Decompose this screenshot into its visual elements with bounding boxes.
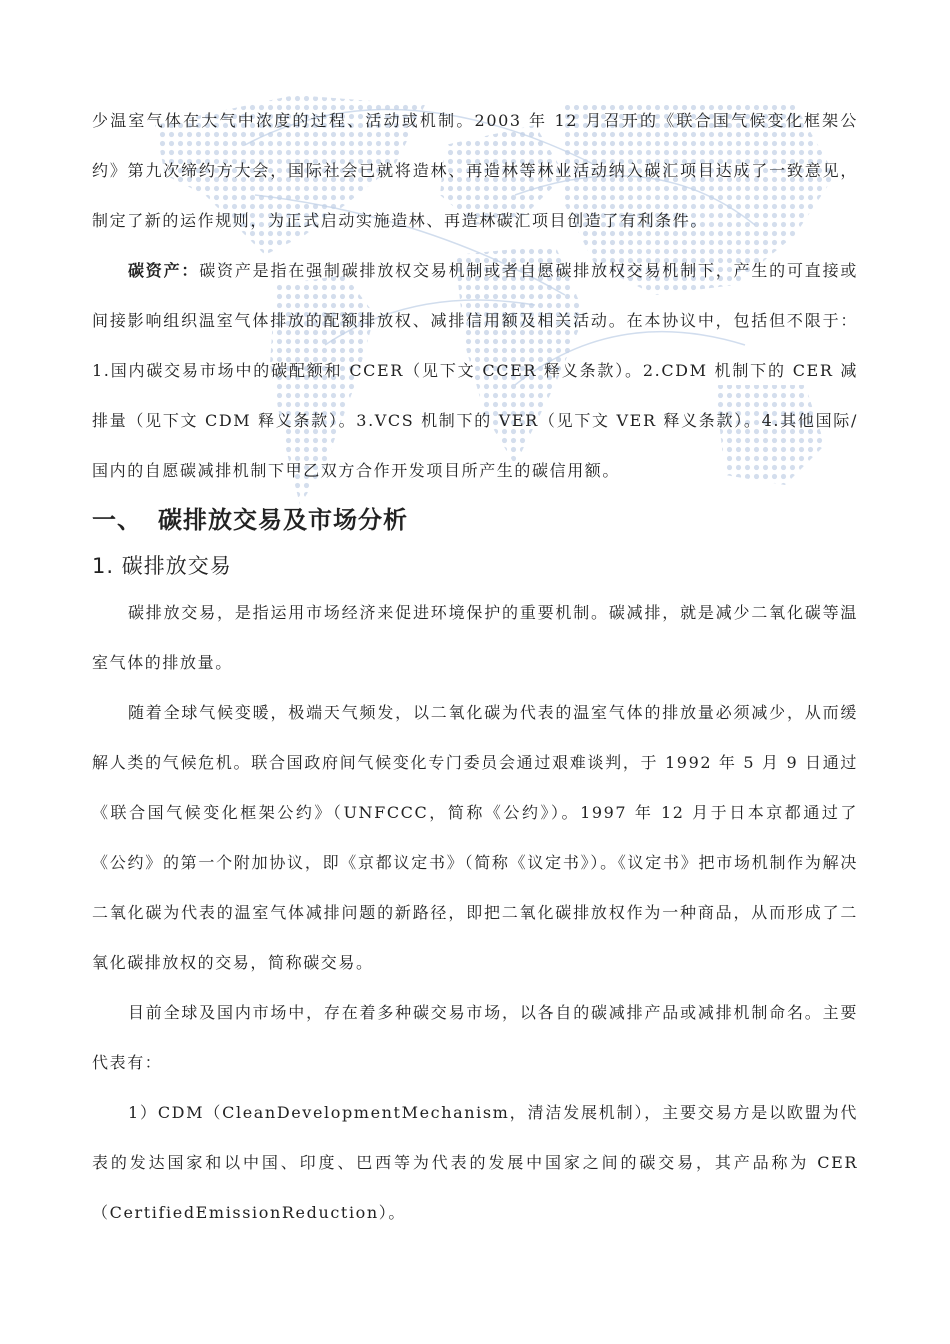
paragraph-3: 目前全球及国内市场中，存在着多种碳交易市场，以各自的碳减排产品或减排机制命名。主要代表有： [92,1003,858,1072]
section-number: 一、 [92,506,142,534]
section-title: 碳排放交易及市场分析 [158,506,408,534]
definition-term: 碳资产： [128,261,200,280]
section-heading [92,500,858,540]
paragraph-definition [92,246,858,496]
definition-text: 碳资产是指在强制碳排放权交易机制或者自愿碳排放权交易机制下，产生的可直接或间接影响组织温室气体排放的配额排放权、减排信用额及相关活动。在本协议中，包括但不限于：1.国内碳交易市场中的碳配额和 CCER（见下文 CCER 释义条款）。2.CDM 机制下的 CER 减排量（见下文 CDM 释义条款）。3.VCS 机制下的 VER（见下文 VER 释义条款）。4.其他国际/国内的自愿碳减排机制下甲乙双方合作开发项目所产生的碳信用额。 [92,261,859,480]
paragraph-1: 碳排放交易，是指运用市场经济来促进环境保护的重要机制。碳减排，就是减少二氧化碳等温室气体的排放量。 [92,603,858,672]
paragraph-intro: 少温室气体在大气中浓度的过程、活动或机制。2003 年 12 月召开的《联合国气候变化框架公约》第九次缔约方大会，国际社会已就将造林、再造林等林业活动纳入碳汇项目达成了一致意见，制定了新的运作规则，为正式启动实施造林、再造林碳汇项目创造了有利条件。 [92,111,858,230]
subsection-heading: 1. 碳排放交易 [92,554,232,578]
paragraph-2: 随着全球气候变暖，极端天气频发，以二氧化碳为代表的温室气体的排放量必须减少，从而缓解人类的气候危机。联合国政府间气候变化专门委员会通过艰难谈判，于 1992 年 5 月 9 日通过《联合国气候变化框架公约》（UNFCCC，简称《公约》）。1997 年 12 月于日本京都通过了《公约》的第一个附加协议，即《京都议定书》（简称《议定书》）。《议定书》把市场机制作为解决二氧化碳为代表的温室气体减排问题的新路径，即把二氧化碳排放权作为一种商品，从而形成了二氧化碳排放权的交易，简称碳交易。 [92,703,858,972]
document-page [92,96,858,1238]
paragraph-4: 1）CDM（CleanDevelopmentMechanism，清洁发展机制），主要交易方是以欧盟为代表的发达国家和以中国、印度、巴西等为代表的发展中国家之间的碳交易，其产品称为 CER（CertifiedEmissionReduction）。 [92,1103,858,1222]
